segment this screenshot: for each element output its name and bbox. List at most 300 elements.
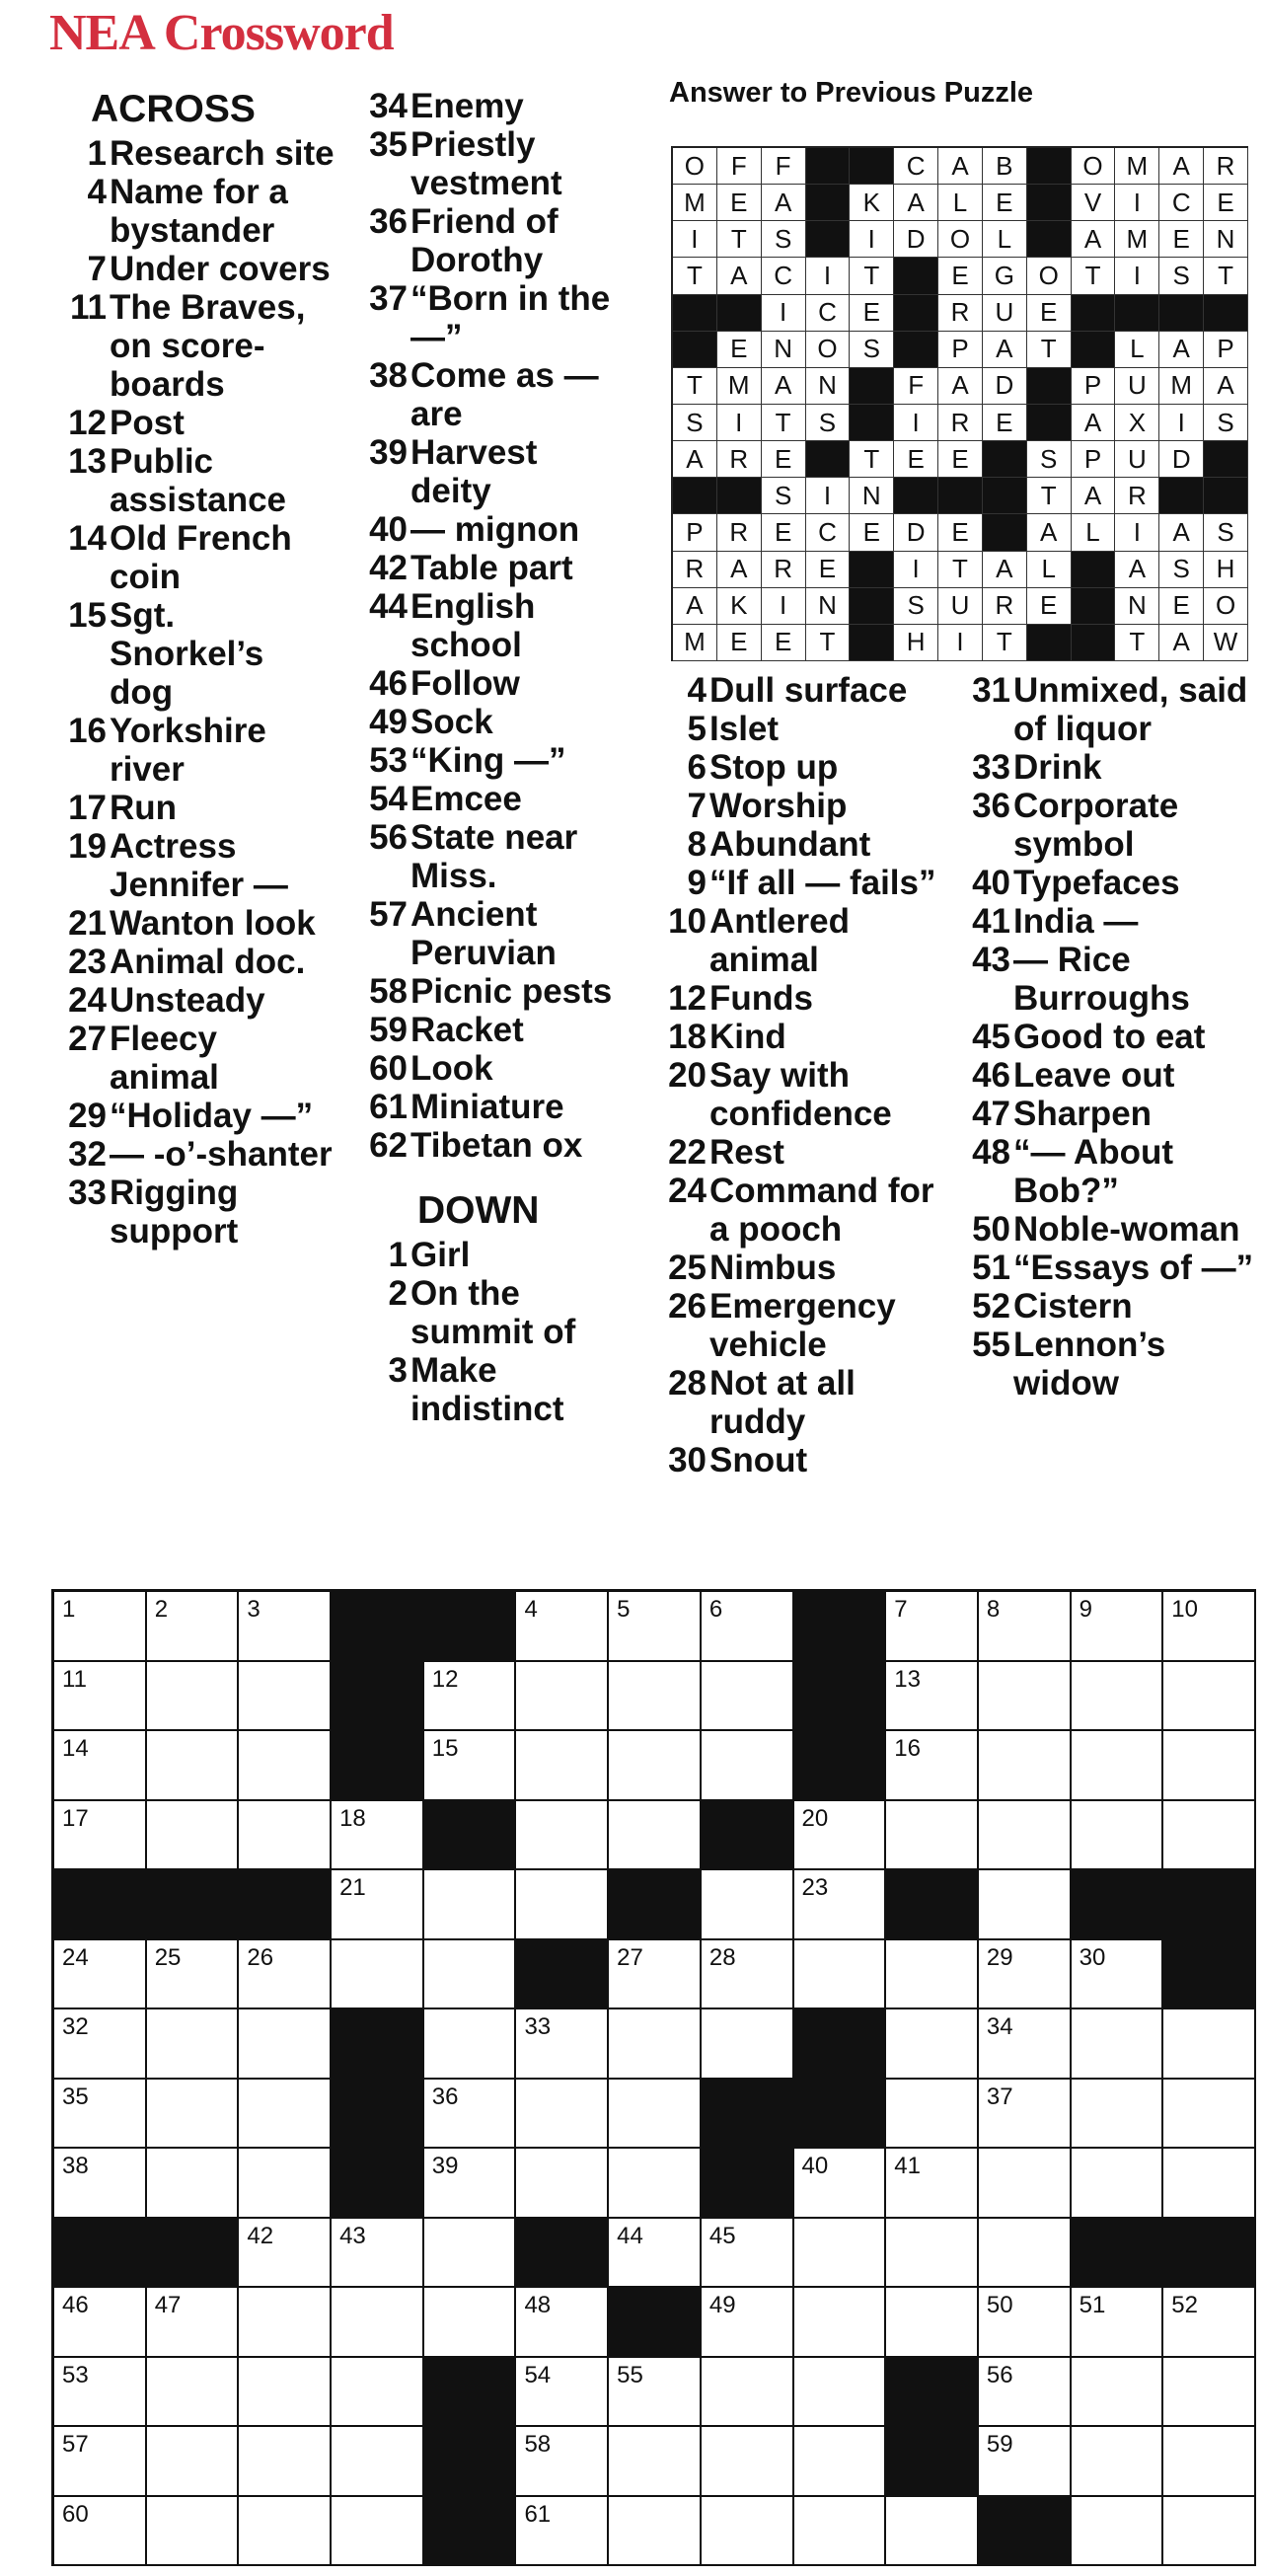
cell-number: 16: [894, 1735, 921, 1762]
prev-answer-cell: C: [1159, 185, 1204, 221]
answer-cell[interactable]: [979, 2288, 1072, 2358]
answer-cell[interactable]: [1072, 2427, 1164, 2497]
prev-black-cell: [1027, 185, 1072, 221]
answer-cell[interactable]: [979, 2149, 1072, 2219]
clue-text: Islet: [709, 710, 780, 748]
answer-cell[interactable]: [609, 2219, 702, 2289]
answer-cell[interactable]: [424, 1662, 517, 1732]
prev-answer-cell: D: [983, 368, 1027, 405]
answer-cell[interactable]: [239, 1662, 332, 1732]
cell-number: 21: [339, 1874, 366, 1901]
clue-number: 60: [369, 1049, 408, 1088]
clue-across-34: [340, 87, 622, 125]
prev-answer-cell: L: [983, 221, 1027, 258]
prev-answer-cell: T: [1027, 478, 1072, 514]
answer-cell[interactable]: [1072, 2080, 1164, 2150]
answer-cell[interactable]: [886, 2288, 979, 2358]
cell-number: 30: [1079, 1943, 1106, 1971]
prev-answer-cell: A: [1204, 368, 1248, 405]
answer-cell[interactable]: [979, 2080, 1072, 2150]
prev-answer-cell: M: [717, 368, 762, 405]
prev-answer-cell: T: [806, 625, 851, 661]
answer-cell[interactable]: [1072, 2149, 1164, 2219]
answer-cell[interactable]: [239, 2358, 332, 2428]
clue-number: 24: [68, 981, 107, 1020]
clue-number: 27: [68, 1020, 107, 1058]
prev-black-cell: [1027, 368, 1072, 405]
clue-text: Old French coin: [110, 519, 292, 596]
answer-cell[interactable]: [1072, 1662, 1164, 1732]
answer-cell[interactable]: [794, 1801, 887, 1871]
answer-cell[interactable]: [332, 2219, 424, 2289]
answer-cell[interactable]: [1163, 1801, 1256, 1871]
clue-number: 53: [369, 741, 408, 780]
answer-cell[interactable]: [609, 1662, 702, 1732]
cell-number: 42: [247, 2222, 274, 2249]
answer-cell[interactable]: [424, 2288, 517, 2358]
prev-black-cell: [1072, 625, 1116, 661]
answer-cell[interactable]: [886, 2497, 979, 2567]
answer-cell[interactable]: [239, 1731, 332, 1801]
answer-cell[interactable]: [1163, 2358, 1256, 2428]
clue-across-32: [39, 1135, 335, 1174]
prev-black-cell: [938, 478, 983, 514]
answer-cell[interactable]: [609, 2149, 702, 2219]
answer-cell[interactable]: [54, 1801, 147, 1871]
black-cell: [424, 1592, 517, 1662]
answer-cell[interactable]: [332, 2288, 424, 2358]
cell-number: 61: [524, 2500, 552, 2528]
answer-cell[interactable]: [979, 1662, 1072, 1732]
answer-cell[interactable]: [609, 2497, 702, 2567]
clue-text: Antlered animal: [709, 902, 850, 979]
clue-across-49: [340, 703, 622, 741]
answer-cell[interactable]: [424, 1870, 517, 1940]
clue-number: 20: [668, 1056, 707, 1095]
answer-cell[interactable]: [609, 1940, 702, 2010]
answer-cell[interactable]: [424, 2149, 517, 2219]
clue-text: Good to eat: [1013, 1018, 1206, 1056]
black-cell: [609, 1870, 702, 1940]
answer-cell[interactable]: [424, 1940, 517, 2010]
cell-number: 32: [62, 2013, 89, 2040]
answer-cell[interactable]: [54, 1731, 147, 1801]
clue-text: Yorkshire river: [110, 712, 266, 789]
prev-answer-cell: E: [717, 625, 762, 661]
answer-cell[interactable]: [1163, 1731, 1256, 1801]
answer-cell[interactable]: [147, 2427, 240, 2497]
prev-answer-cell: A: [1072, 405, 1116, 441]
prev-answer-cell: U: [1115, 441, 1159, 478]
clue-down-55: [947, 1326, 1263, 1402]
cell-number: 20: [801, 1804, 829, 1832]
black-cell: [609, 2288, 702, 2358]
black-cell: [516, 2219, 609, 2289]
prev-black-cell: [1027, 221, 1072, 258]
answer-cell[interactable]: [1072, 2358, 1164, 2428]
prev-answer-cell: M: [673, 625, 717, 661]
clue-across-1: [39, 134, 335, 173]
answer-cell[interactable]: [794, 1870, 887, 1940]
clue-number: 43: [972, 941, 1010, 979]
answer-cell[interactable]: [239, 2497, 332, 2567]
prev-answer-cell: R: [673, 552, 717, 588]
answer-cell[interactable]: [702, 1870, 794, 1940]
answer-cell[interactable]: [1072, 2288, 1164, 2358]
clue-across-4: [39, 173, 335, 250]
prev-answer-cell: A: [1072, 221, 1116, 258]
cell-number: 27: [617, 1943, 643, 1971]
prev-black-cell: [1115, 295, 1159, 332]
prev-answer-cell: A: [894, 185, 938, 221]
clue-number: 21: [68, 904, 107, 943]
answer-cell[interactable]: [1072, 1731, 1164, 1801]
clue-text: — Rice Burroughs: [1013, 941, 1190, 1018]
clue-down-8: [647, 825, 943, 864]
clue-down-41: [947, 902, 1263, 941]
prev-answer-cell: T: [673, 368, 717, 405]
answer-cell[interactable]: [332, 1801, 424, 1871]
answer-cell[interactable]: [886, 2219, 979, 2289]
answer-cell[interactable]: [886, 2149, 979, 2219]
cell-number: 5: [617, 1596, 631, 1623]
answer-cell[interactable]: [702, 1731, 794, 1801]
clue-number: 50: [972, 1210, 1010, 1249]
answer-cell[interactable]: [794, 2288, 887, 2358]
answer-cell[interactable]: [979, 2358, 1072, 2428]
answer-cell[interactable]: [424, 1731, 517, 1801]
prev-black-cell: [806, 441, 851, 478]
prev-answer-cell: O: [673, 148, 717, 185]
answer-cell[interactable]: [516, 2358, 609, 2428]
answer-cell[interactable]: [702, 1592, 794, 1662]
answer-cell[interactable]: [979, 2427, 1072, 2497]
answer-cell[interactable]: [239, 2080, 332, 2150]
answer-cell[interactable]: [1072, 1940, 1164, 2010]
cell-number: 45: [708, 2222, 736, 2249]
black-cell: [424, 2497, 517, 2567]
answer-cell[interactable]: [147, 1801, 240, 1871]
answer-cell[interactable]: [516, 1801, 609, 1871]
answer-cell[interactable]: [332, 1870, 424, 1940]
clue-down-40: [947, 864, 1263, 902]
clue-text: Unmixed, said of liquor: [1013, 671, 1248, 748]
answer-cell[interactable]: [702, 2288, 794, 2358]
answer-cell[interactable]: [54, 2009, 147, 2080]
cell-number: 11: [62, 1665, 87, 1693]
answer-cell[interactable]: [609, 2358, 702, 2428]
cell-number: 37: [986, 2083, 1013, 2110]
answer-cell[interactable]: [239, 2427, 332, 2497]
answer-cell[interactable]: [239, 1801, 332, 1871]
answer-cell[interactable]: [516, 1870, 609, 1940]
answer-cell[interactable]: [794, 1940, 887, 2010]
answer-cell[interactable]: [1163, 2427, 1256, 2497]
prev-answer-cell: A: [1159, 514, 1204, 551]
answer-cell[interactable]: [147, 1731, 240, 1801]
answer-cell[interactable]: [516, 2080, 609, 2150]
answer-cell[interactable]: [702, 1940, 794, 2010]
answer-cell[interactable]: [54, 1662, 147, 1732]
prev-answer-cell: I: [938, 625, 983, 661]
answer-cell[interactable]: [1163, 2288, 1256, 2358]
answer-cell[interactable]: [54, 2358, 147, 2428]
clue-number: 30: [668, 1441, 707, 1479]
answer-cell[interactable]: [979, 1731, 1072, 1801]
answer-cell[interactable]: [886, 1731, 979, 1801]
answer-cell[interactable]: [979, 1801, 1072, 1871]
prev-answer-cell: I: [806, 478, 851, 514]
clue-number: 62: [369, 1126, 408, 1165]
answer-cell[interactable]: [239, 2149, 332, 2219]
clue-across-17: [39, 789, 335, 827]
answer-cell[interactable]: [147, 1662, 240, 1732]
cell-number: 10: [1171, 1596, 1198, 1623]
clue-text: State near Miss.: [410, 818, 578, 895]
clue-down-30: [647, 1441, 943, 1479]
answer-cell[interactable]: [1163, 2149, 1256, 2219]
black-cell: [332, 2080, 424, 2150]
answer-cell[interactable]: [886, 1592, 979, 1662]
clue-across-35: [340, 125, 622, 202]
answer-cell[interactable]: [54, 1940, 147, 2010]
answer-cell[interactable]: [609, 1592, 702, 1662]
answer-cell[interactable]: [886, 1801, 979, 1871]
black-cell: [54, 2219, 147, 2289]
clue-number: 24: [668, 1172, 707, 1210]
clue-text: Typefaces: [1013, 864, 1180, 902]
clue-across-57: [340, 895, 622, 972]
answer-cell[interactable]: [886, 2080, 979, 2150]
prev-answer-cell: A: [1072, 478, 1116, 514]
answer-cell[interactable]: [516, 1662, 609, 1732]
clue-number: 4: [87, 173, 107, 211]
answer-cell[interactable]: [54, 2149, 147, 2219]
answer-cell[interactable]: [54, 2288, 147, 2358]
answer-cell[interactable]: [516, 2009, 609, 2080]
prev-answer-cell: R: [983, 588, 1027, 625]
cell-number: 55: [617, 2361, 643, 2388]
black-cell: [886, 2427, 979, 2497]
answer-cell[interactable]: [702, 1662, 794, 1732]
prev-answer-cell: S: [894, 588, 938, 625]
answer-cell[interactable]: [979, 1870, 1072, 1940]
clue-number: 14: [68, 519, 107, 558]
answer-cell[interactable]: [147, 1592, 240, 1662]
answer-cell[interactable]: [609, 1731, 702, 1801]
answer-cell[interactable]: [1072, 2009, 1164, 2080]
answer-cell[interactable]: [1163, 2497, 1256, 2567]
answer-cell[interactable]: [702, 2358, 794, 2428]
answer-cell[interactable]: [54, 1592, 147, 1662]
clue-number: 36: [369, 202, 408, 241]
prev-answer-cell: S: [673, 405, 717, 441]
cell-number: 57: [62, 2431, 89, 2458]
prev-answer-cell: D: [894, 514, 938, 551]
answer-cell[interactable]: [979, 2219, 1072, 2289]
clue-across-53: [340, 741, 622, 780]
clue-down-25: [647, 1249, 943, 1287]
clue-across-23: [39, 943, 335, 981]
answer-cell[interactable]: [609, 2427, 702, 2497]
clue-text: Public assistance: [110, 442, 287, 519]
answer-cell[interactable]: [147, 2149, 240, 2219]
answer-cell[interactable]: [886, 1940, 979, 2010]
clue-number: 42: [369, 549, 408, 587]
answer-cell[interactable]: [332, 2358, 424, 2428]
clue-number: 48: [972, 1133, 1010, 1172]
clue-text: Leave out: [1013, 1056, 1175, 1095]
answer-cell[interactable]: [147, 2358, 240, 2428]
prev-answer-cell: E: [717, 332, 762, 368]
prev-answer-cell: T: [983, 625, 1027, 661]
answer-cell[interactable]: [147, 2497, 240, 2567]
answer-cell[interactable]: [979, 1940, 1072, 2010]
clue-column-4: [947, 671, 1263, 1402]
answer-cell[interactable]: [147, 1940, 240, 2010]
prev-answer-cell: P: [673, 514, 717, 551]
answer-cell[interactable]: [609, 2009, 702, 2080]
answer-cell[interactable]: [239, 2288, 332, 2358]
prev-answer-cell: E: [762, 514, 806, 551]
answer-cell[interactable]: [794, 2497, 887, 2567]
answer-cell[interactable]: [702, 2427, 794, 2497]
answer-cell[interactable]: [424, 2219, 517, 2289]
cell-number: 56: [986, 2361, 1013, 2388]
answer-cell[interactable]: [702, 2497, 794, 2567]
answer-cell[interactable]: [1163, 1592, 1256, 1662]
clue-number: 41: [972, 902, 1010, 941]
answer-cell[interactable]: [239, 2219, 332, 2289]
prev-answer-cell: E: [938, 258, 983, 294]
prev-answer-cell: R: [938, 295, 983, 332]
answer-cell[interactable]: [1163, 2080, 1256, 2150]
prev-answer-cell: S: [1159, 552, 1204, 588]
prev-black-cell: [983, 441, 1027, 478]
clue-text: Nimbus: [709, 1249, 837, 1287]
cell-number: 52: [1171, 2292, 1198, 2318]
answer-cell[interactable]: [332, 2427, 424, 2497]
answer-cell[interactable]: [516, 1731, 609, 1801]
answer-cell[interactable]: [886, 1662, 979, 1732]
clue-number: 40: [972, 864, 1010, 902]
clue-number: 4: [687, 671, 707, 710]
clue-across-40: [340, 510, 622, 549]
black-cell: [794, 2009, 887, 2080]
clue-across-27: [39, 1020, 335, 1097]
answer-cell[interactable]: [239, 1592, 332, 1662]
prev-answer-cell: I: [1159, 405, 1204, 441]
clue-text: “If all — fails”: [709, 864, 936, 902]
clue-text: The Braves, on score-boards: [110, 288, 306, 404]
clue-number: 35: [369, 125, 408, 164]
answer-cell[interactable]: [886, 2009, 979, 2080]
clue-text: Picnic pests: [410, 972, 613, 1011]
clue-text: Sharpen: [1013, 1095, 1153, 1133]
answer-cell[interactable]: [239, 2009, 332, 2080]
clue-text: Wanton look: [110, 904, 316, 943]
answer-cell[interactable]: [1072, 2497, 1164, 2567]
prev-black-cell: [1204, 478, 1248, 514]
cell-number: 36: [431, 2083, 459, 2110]
answer-cell[interactable]: [702, 2009, 794, 2080]
answer-cell[interactable]: [516, 1592, 609, 1662]
prev-black-cell: [850, 148, 894, 185]
clue-number: 58: [369, 972, 408, 1011]
prev-black-cell: [1072, 295, 1116, 332]
black-cell: [424, 2358, 517, 2428]
prev-black-cell: [1204, 441, 1248, 478]
prev-answer-cell: S: [850, 332, 894, 368]
answer-cell[interactable]: [794, 2149, 887, 2219]
answer-cell[interactable]: [516, 2427, 609, 2497]
answer-cell[interactable]: [1072, 1801, 1164, 1871]
clue-across-58: [340, 972, 622, 1011]
answer-cell[interactable]: [54, 2427, 147, 2497]
answer-cell[interactable]: [1163, 2009, 1256, 2080]
answer-cell[interactable]: [54, 2080, 147, 2150]
prev-answer-cell: I: [1115, 514, 1159, 551]
answer-cell[interactable]: [794, 2219, 887, 2289]
answer-cell[interactable]: [609, 1801, 702, 1871]
answer-cell[interactable]: [979, 1592, 1072, 1662]
prev-answer-cell: T: [717, 221, 762, 258]
clue-number: 22: [668, 1133, 707, 1172]
answer-cell[interactable]: [332, 1940, 424, 2010]
clue-text: Harvest deity: [410, 433, 538, 510]
prev-black-cell: [850, 405, 894, 441]
clue-number: 19: [68, 827, 107, 866]
answer-cell[interactable]: [1163, 1662, 1256, 1732]
answer-cell[interactable]: [702, 2219, 794, 2289]
clue-number: 56: [369, 818, 408, 857]
clue-across-37: [340, 279, 622, 356]
answer-cell[interactable]: [424, 2080, 517, 2150]
clue-across-36: [340, 202, 622, 279]
answer-cell[interactable]: [516, 2149, 609, 2219]
black-cell: [516, 1940, 609, 2010]
answer-cell[interactable]: [54, 2497, 147, 2567]
prev-black-cell: [983, 514, 1027, 551]
answer-cell[interactable]: [424, 2009, 517, 2080]
answer-cell[interactable]: [609, 2080, 702, 2150]
clue-text: Friend of Dorothy: [410, 202, 559, 279]
prev-black-cell: [894, 478, 938, 514]
black-cell: [979, 2497, 1072, 2567]
answer-cell[interactable]: [979, 2009, 1072, 2080]
answer-cell[interactable]: [516, 2288, 609, 2358]
clue-across-12: [39, 404, 335, 442]
answer-cell[interactable]: [1072, 1592, 1164, 1662]
black-cell: [332, 1662, 424, 1732]
clue-across-56: [340, 818, 622, 895]
cell-number: 26: [247, 1943, 274, 1971]
answer-cell[interactable]: [516, 2497, 609, 2567]
prev-answer-cell: P: [1072, 368, 1116, 405]
answer-cell[interactable]: [794, 2358, 887, 2428]
clue-number: 25: [668, 1249, 707, 1287]
answer-cell[interactable]: [332, 2497, 424, 2567]
answer-cell[interactable]: [794, 2427, 887, 2497]
clue-text: English school: [410, 587, 536, 664]
cell-number: 4: [524, 1596, 538, 1623]
black-cell: [239, 1870, 332, 1940]
prev-black-cell: [1159, 295, 1204, 332]
answer-cell[interactable]: [147, 2009, 240, 2080]
answer-cell[interactable]: [147, 2080, 240, 2150]
answer-cell[interactable]: [239, 1940, 332, 2010]
answer-cell[interactable]: [147, 2288, 240, 2358]
